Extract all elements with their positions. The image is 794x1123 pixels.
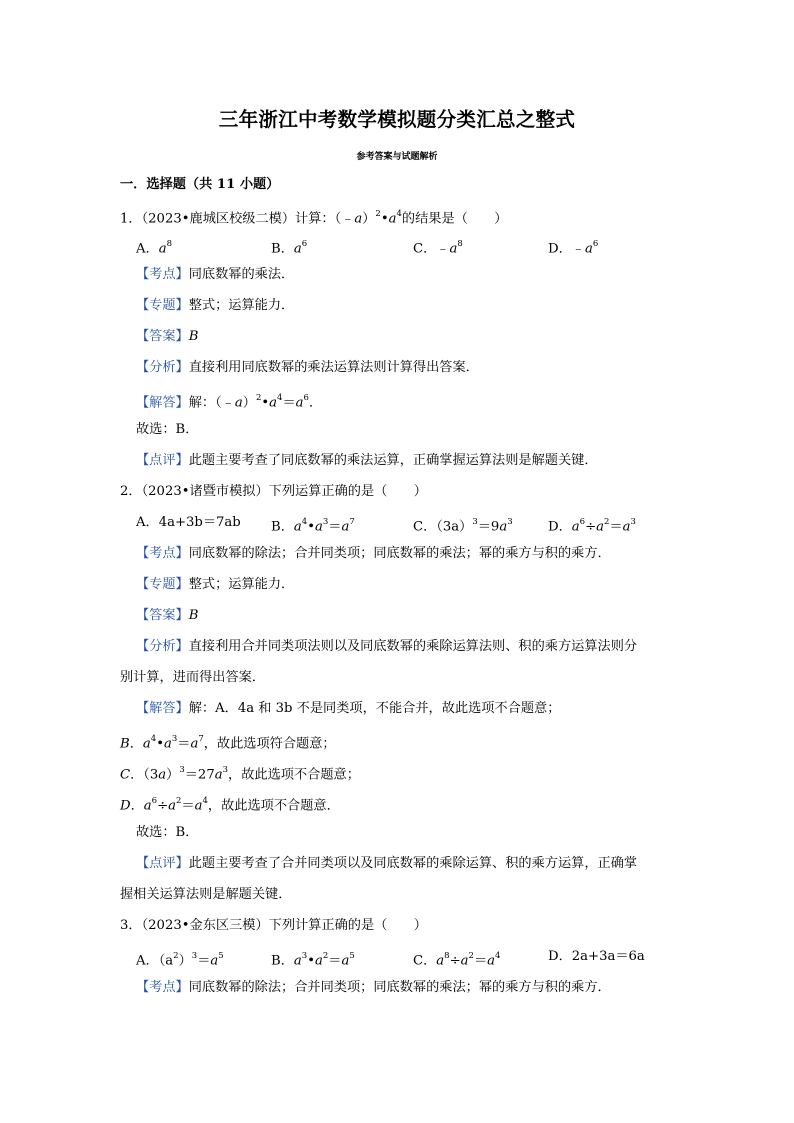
q1-option-d: D．$﹣a^6$ [548, 239, 599, 257]
q1-choice: 故选：B． [136, 422, 199, 437]
q1-stem: 1．（2023•鹿城区校级二模）计算：$(﹣a)^2•a^4$的结果是（ ） [120, 209, 508, 227]
q1-zhuanti: 【专题】整式；运算能力． [136, 298, 295, 313]
q2-solution-line1: 【解答】解：A．4a 和 3b 不是同类项，不能合并，故此选项不合题意； [136, 701, 561, 716]
q2-analysis-line2: 别计算，进而得出答案． [120, 670, 266, 685]
q2-option-b: B．$a^4•a^3=a^7$ [271, 517, 355, 535]
q2-solution-line4: D．$a^6\div a^2=a^4$，故此选项不合题意． [120, 796, 340, 814]
q2-solution-line2: B．$a^4•a^3=a^7$，故此选项符合题意； [120, 734, 336, 752]
q2-kaodian: 【考点】同底数幂的除法；合并同类项；同底数幂的乘法；幂的乘方与积的乘方． [136, 546, 611, 561]
q3-option-b: B．$a^3•a^2=a^5$ [271, 951, 355, 969]
q2-zhuanti: 【专题】整式；运算能力． [136, 577, 295, 592]
section-heading: 一．选择题（共 11 小题） [120, 177, 280, 192]
page-title: 三年浙江中考数学模拟题分类汇总之整式 [218, 108, 576, 131]
q3-option-c: C．$a^8\div a^2=a^4$ [413, 951, 501, 969]
q3-kaodian: 【考点】同底数幂的除法；合并同类项；同底数幂的乘法；幂的乘方与积的乘方． [136, 980, 611, 995]
q2-option-c: C．$(3a)^3=9a^3$ [413, 517, 513, 535]
q1-option-a: A．$a^8$ [136, 239, 173, 257]
q2-comment-line1: 【点评】此题主要考查了合并同类项以及同底数幂的乘除运算、积的乘方运算，正确掌 [136, 856, 638, 871]
q1-answer: 【答案】B [136, 329, 199, 344]
q1-option-b: B．$a^6$ [271, 239, 308, 257]
page-subtitle: 参考答案与试题解析 [356, 152, 438, 162]
q2-option-d: D．$a^6\div a^2=a^3$ [548, 517, 636, 535]
q2-stem: 2．（2023•诸暨市模拟）下列运算正确的是（ ） [120, 484, 427, 499]
q3-option-d: D．2a+3a＝6a [548, 949, 645, 964]
q2-answer: 【答案】B [136, 608, 199, 623]
q1-solution: 【解答】解：$(﹣a)^2•a^4=a^6$． [136, 393, 323, 411]
q1-comment: 【点评】此题主要考查了同底数幂的乘法运算，正确掌握运算法则是解题关键． [136, 453, 598, 468]
q1-kaodian: 【考点】同底数幂的乘法． [136, 267, 295, 282]
q2-analysis-line1: 【分析】直接利用合并同类项法则以及同底数幂的乘除运算法则、积的乘方运算法则分 [136, 639, 638, 654]
q2-solution-line3: C．$(3a)^3=27a^3$，故此选项不合题意； [120, 765, 360, 783]
q2-comment-line2: 握相关运算法则是解题关键． [120, 887, 292, 902]
q1-analysis: 【分析】直接利用同底数幂的乘法运算法则计算得出答案． [136, 360, 479, 375]
q1-option-c: C．$﹣a^8$ [413, 239, 463, 257]
q3-stem: 3．（2023•金东区三模）下列计算正确的是（ ） [120, 918, 427, 933]
q3-option-a: A．$(a^2)^3=a^5$ [136, 951, 224, 969]
q2-option-a: A．4a+3b＝7ab [136, 515, 241, 530]
q2-choice: 故选：B． [136, 825, 199, 840]
